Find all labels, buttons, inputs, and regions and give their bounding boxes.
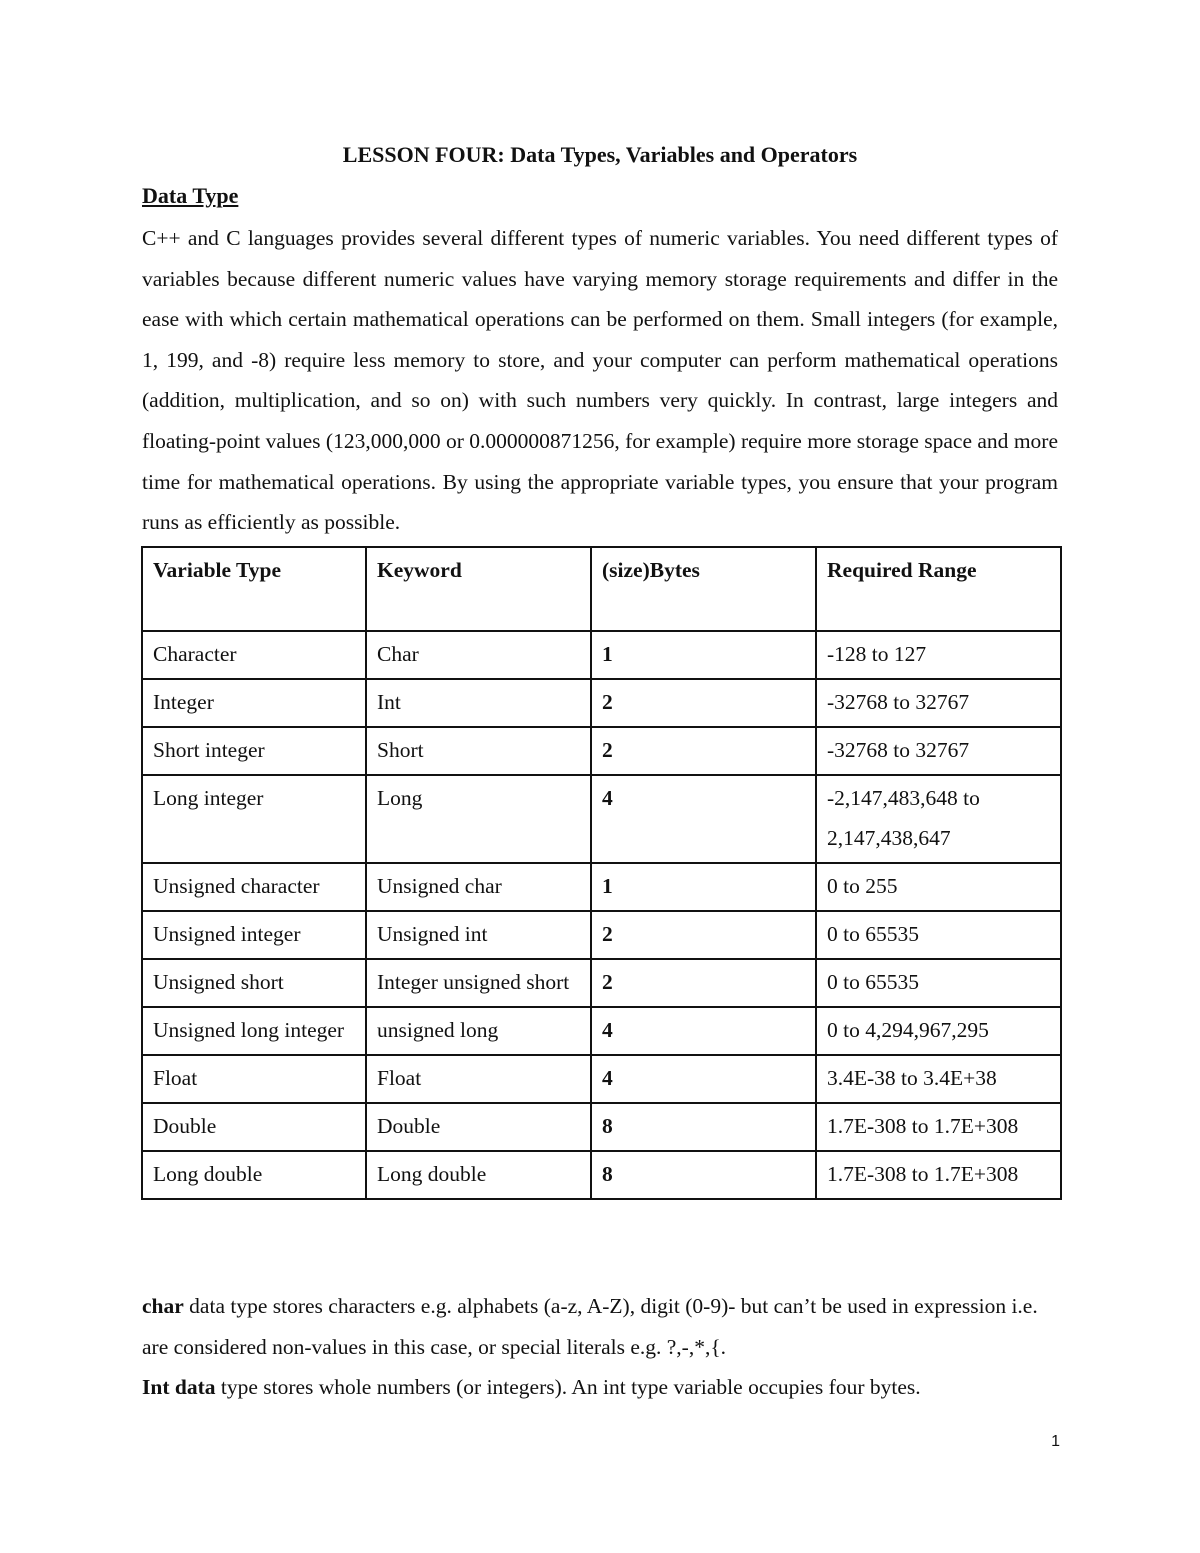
cell-bytes: 1 [591,631,816,679]
cell-keyword: Integer unsigned short [366,959,591,1007]
cell-keyword: Long [366,775,591,863]
int-description: type stores whole numbers (or integers). An int type variable occupies four bytes. [215,1375,921,1400]
cell-bytes: 4 [591,775,816,863]
cell-keyword: Long double [366,1151,591,1199]
table-row [142,959,1061,1007]
table-row [142,1103,1061,1151]
table-row [142,727,1061,775]
table-header-row [142,547,1061,631]
section-heading-data-type: Data Type [142,183,239,208]
cell-range: 0 to 4,294,967,295 [816,1007,1061,1055]
cell-range: -32768 to 32767 [816,727,1061,775]
int-term: Int data [142,1375,216,1400]
cell-keyword: Short [366,727,591,775]
page-number: 1 [1051,1433,1060,1450]
cell-variable-type: Long double [142,1151,366,1199]
header-size-bytes: (size)Bytes [591,547,816,631]
cell-keyword: Float [366,1055,591,1103]
cell-keyword: Int [366,679,591,727]
cell-variable-type: Unsigned integer [142,911,366,959]
table-row [142,775,1061,863]
intro-paragraph: C++ and C languages provides several different types of numeric variables. You need different types of variables because different numeric values have varying memory storage requirements and differ in the ease with which certain mathematical operations can be performed on them. Small integers (for example, 1, 199, and -8) require less memory to store, and your computer can perform mathematical operations (addition, multiplication, and so on) with such numbers very quickly. In contrast, large integers and floating-point values (123,000,000 or 0.000000871256, for example) require more storage space and more time for mathematical operations. By using the appropriate variable types, you ensure that your program runs as efficiently as possible. [142,226,1058,535]
cell-variable-type: Character [142,631,366,679]
cell-range: 1.7E-308 to 1.7E+308 [816,1151,1061,1199]
cell-variable-type: Unsigned long integer [142,1007,366,1055]
cell-keyword: unsigned long [366,1007,591,1055]
cell-range: -128 to 127 [816,631,1061,679]
cell-variable-type: Integer [142,679,366,727]
data-types-table [141,546,1062,1200]
int-note [142,1367,1058,1408]
char-note [142,1286,1058,1367]
notes-section [142,1286,1058,1408]
page-title: LESSON FOUR: Data Types, Variables and Operators [342,142,858,167]
cell-range: 1.7E-308 to 1.7E+308 [816,1103,1061,1151]
header-required-range: Required Range [816,547,1061,631]
cell-bytes: 8 [591,1151,816,1199]
char-description: data type stores characters e.g. alphabets (a-z, A-Z), digit (0-9)- but can’t be used in expression i.e. are considered non-values in this case, or special literals e.g. ?,-,*,{. [142,1294,1038,1359]
cell-bytes: 8 [591,1103,816,1151]
cell-variable-type: Long integer [142,775,366,863]
cell-bytes: 2 [591,911,816,959]
table-row [142,1151,1061,1199]
cell-bytes: 2 [591,959,816,1007]
cell-range: 0 to 65535 [816,911,1061,959]
table-row [142,631,1061,679]
table-row [142,1007,1061,1055]
cell-bytes: 4 [591,1055,816,1103]
cell-bytes: 2 [591,727,816,775]
cell-variable-type: Double [142,1103,366,1151]
cell-keyword: Double [366,1103,591,1151]
cell-variable-type: Short integer [142,727,366,775]
table-row [142,1055,1061,1103]
table-row [142,863,1061,911]
cell-keyword: Unsigned char [366,863,591,911]
header-variable-type: Variable Type [142,547,366,631]
cell-range: 3.4E-38 to 3.4E+38 [816,1055,1061,1103]
cell-bytes: 1 [591,863,816,911]
cell-keyword: Unsigned int [366,911,591,959]
cell-range: -32768 to 32767 [816,679,1061,727]
table-row [142,679,1061,727]
header-keyword: Keyword [366,547,591,631]
cell-bytes: 4 [591,1007,816,1055]
cell-variable-type: Unsigned character [142,863,366,911]
cell-variable-type: Unsigned short [142,959,366,1007]
table-row [142,911,1061,959]
cell-bytes: 2 [591,679,816,727]
cell-range: 0 to 65535 [816,959,1061,1007]
cell-range: -2,147,483,648 to 2,147,438,647 [816,775,1061,863]
cell-variable-type: Float [142,1055,366,1103]
char-term: char [142,1294,184,1318]
cell-keyword: Char [366,631,591,679]
cell-range: 0 to 255 [816,863,1061,911]
